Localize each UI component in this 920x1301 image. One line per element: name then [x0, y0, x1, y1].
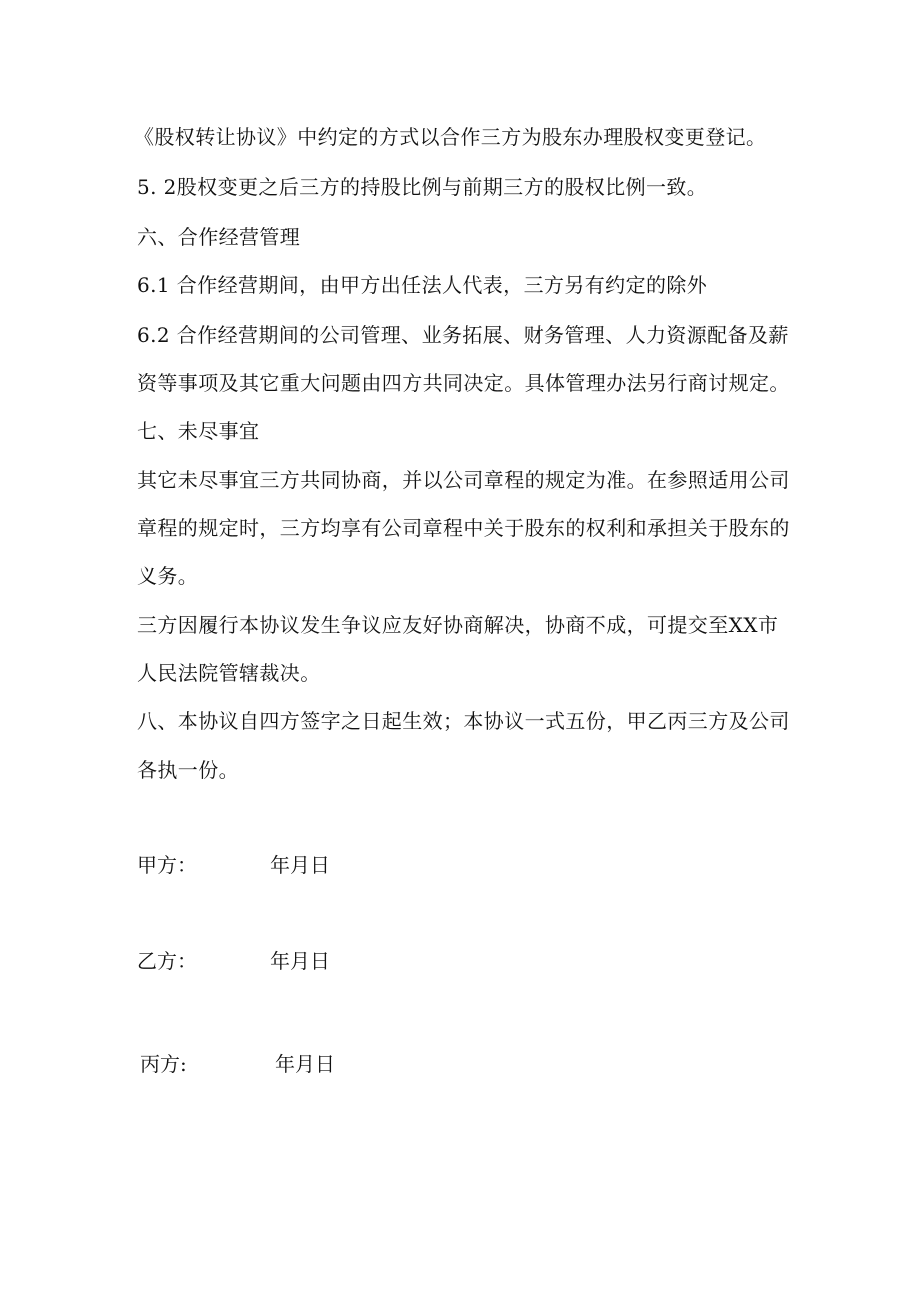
paragraph-line: 6.1 合作经营期间，由甲方出任法人代表，三方另有约定的除外: [137, 273, 708, 297]
section-heading: 七、未尽事宜: [137, 419, 260, 443]
signature-date-label: 年月日: [275, 1052, 335, 1076]
section-heading: 六、合作经营管理: [137, 225, 301, 249]
paragraph-line: 义务。: [137, 564, 199, 588]
signature-party-label: 丙方:: [140, 1052, 187, 1076]
signature-party-label: 甲方：: [137, 853, 197, 877]
paragraph-line: 5. 2股权变更之后三方的持股比例与前期三方的股权比例一致。: [137, 175, 708, 199]
paragraph-line: 其它未尽事宜三方共同协商，并以公司章程的规定为准。在参照适用公司: [137, 468, 790, 492]
signature-date-label: 年月日: [270, 949, 330, 973]
paragraph-line: 各执一份。: [137, 758, 239, 782]
paragraph-line: 三方因履行本协议发生争议应友好协商解决，协商不成，可提交至XX市: [137, 613, 779, 637]
paragraph-line: 章程的规定时，三方均享有公司章程中关于股东的权利和承担关于股东的: [137, 516, 790, 540]
paragraph-line: 人民法院管辖裁决。: [137, 661, 321, 685]
section-heading: 八、本协议自四方签字之日起生效；本协议一式五份，甲乙丙三方及公司: [137, 709, 790, 733]
paragraph-line: 资等事项及其它重大问题由四方共同决定。具体管理办法另行商讨规定。: [137, 371, 790, 395]
paragraph-line: 《股权转让协议》中约定的方式以合作三方为股东办理股权变更登记。: [134, 125, 767, 149]
paragraph-line: 6.2 合作经营期间的公司管理、业务拓展、财务管理、人力资源配备及薪: [137, 323, 789, 347]
signature-date-label: 年月日: [270, 853, 330, 877]
signature-party-label: 乙方：: [137, 949, 197, 973]
